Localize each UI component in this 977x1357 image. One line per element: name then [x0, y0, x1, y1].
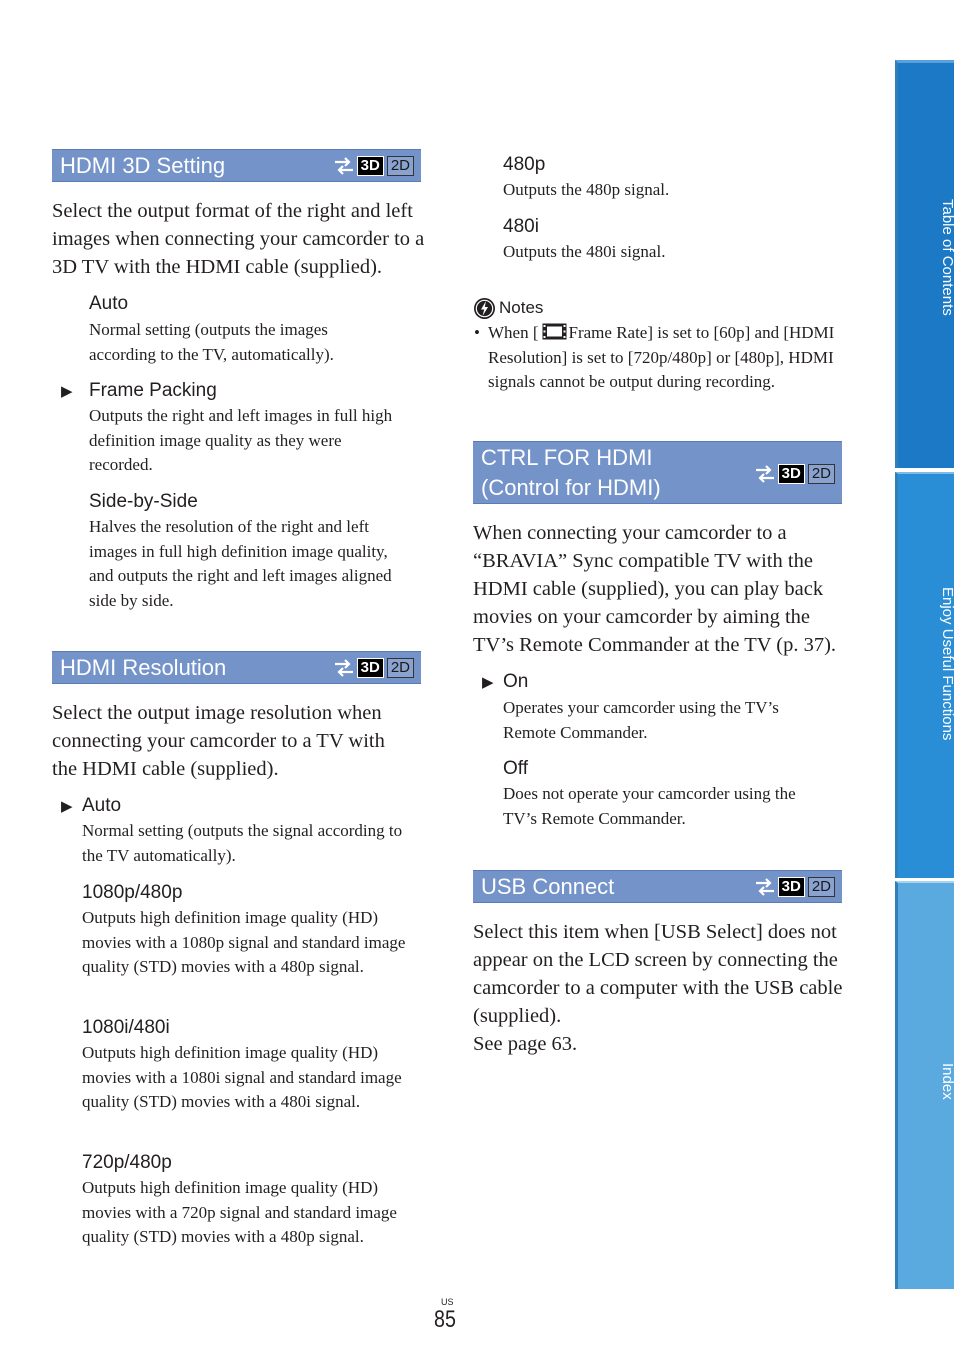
option-title: Auto — [89, 293, 129, 314]
mode-indicator — [755, 463, 835, 485]
section-title: HDMI Resolution — [60, 655, 227, 680]
film-frame-rate-icon — [542, 323, 567, 340]
swap-arrows-icon — [334, 657, 354, 679]
mode-indicator — [334, 155, 414, 177]
section-title: USB Connect — [481, 874, 615, 899]
default-marker-icon: ▶ — [61, 799, 73, 815]
section-title-line2: (Control for HDMI) — [481, 475, 661, 500]
section-intro: Select the output format of the right and left images when connecting your camcorder to a 3D TV with the HDMI cable (supplied). — [52, 200, 425, 278]
section-intro: Select this item when [USB Select] does not appear on the LCD screen by connecting the camcorder to a computer with the USB cable (supplied). — [473, 921, 843, 1027]
option-title: 1080i/480i — [82, 1017, 170, 1038]
option-desc: Outputs the right and left images in full high definition image quality as they were recorded. — [89, 406, 393, 474]
2d-badge: 2D — [808, 877, 835, 897]
option-desc: Does not operate your camcorder using the TV’s Remote Commander. — [503, 784, 796, 828]
3d-badge: 3D — [778, 464, 805, 484]
section-header-hdmi-3d-setting — [52, 149, 421, 182]
mode-indicator — [334, 657, 414, 679]
3d-badge: 3D — [357, 658, 384, 678]
section-header-hdmi-resolution — [52, 651, 421, 684]
3d-badge: 3D — [357, 156, 384, 176]
option-desc: Outputs high definition image quality (HD) movies with a 1080p signal and standard image quality (STD) movies with a 480p signal. — [82, 908, 406, 976]
notes-text — [488, 321, 840, 395]
page-region: US — [441, 1297, 454, 1307]
section-intro: When connecting your camcorder to a “BRAVIA” Sync compatible TV with the HDMI cable (supplied), you can play back movies on your camcorder by aiming the TV’s Remote Commander at the TV (p. 37). — [473, 522, 837, 656]
swap-arrows-icon — [334, 155, 354, 177]
see-page-reference: See page 63. — [473, 1033, 578, 1055]
notes-caution-icon — [473, 297, 496, 320]
notes-heading — [473, 296, 543, 320]
2d-badge: 2D — [387, 658, 414, 678]
section-title-line1: CTRL FOR HDMI — [481, 445, 653, 470]
side-tab-label: Table of Contents — [939, 199, 956, 316]
section-title: HDMI 3D Setting — [60, 153, 226, 178]
notes-bullet: • — [474, 323, 480, 342]
option-title: Auto — [82, 795, 122, 816]
swap-arrows-icon — [755, 876, 775, 898]
option-desc: Outputs high definition image quality (HD) movies with a 1080i signal and standard image quality (STD) movies with a 480i signal. — [82, 1043, 402, 1111]
side-tab-enjoy-useful-functions[interactable] — [895, 472, 954, 878]
option-desc: Operates your camcorder using the TV’s Remote Commander. — [503, 698, 779, 742]
notes-text-after: Frame Rate] is set to [60p] and [HDMI Resolution] is set to [720p/480p] or [480p], HDMI signals cannot be output during recording. — [488, 323, 835, 391]
side-tab-table-of-contents[interactable] — [895, 60, 954, 468]
option-title: 480i — [503, 216, 539, 237]
default-marker-icon: ▶ — [61, 384, 73, 400]
option-desc: Outputs the 480p signal. — [503, 180, 670, 199]
notes-title: Notes — [499, 298, 544, 317]
option-desc: Normal setting (outputs the images according to the TV, automatically). — [89, 320, 334, 364]
section-header-usb-connect — [473, 870, 842, 903]
option-title: On — [503, 671, 529, 692]
page-number: 85 — [434, 1306, 456, 1333]
3d-badge: 3D — [778, 877, 805, 897]
option-desc: Halves the resolution of the right and left images in full high definition image quality, and outputs the right and left images aligned side by side. — [89, 517, 392, 610]
side-tab-label: Index — [939, 1063, 956, 1100]
side-tab-index[interactable] — [895, 881, 954, 1289]
default-marker-icon: ▶ — [482, 675, 494, 691]
section-intro: Select the output image resolution when connecting your camcorder to a TV with the HDMI cable (supplied). — [52, 702, 385, 780]
notes-text-before: When [ — [488, 323, 539, 342]
option-desc: Normal setting (outputs the signal according to the TV automatically). — [82, 821, 403, 865]
option-title: Off — [503, 758, 528, 779]
mode-indicator — [755, 876, 835, 898]
option-title: Frame Packing — [89, 380, 217, 401]
swap-arrows-icon — [755, 463, 775, 485]
2d-badge: 2D — [808, 464, 835, 484]
option-title: Side-by-Side — [89, 491, 198, 512]
side-tab-label: Enjoy Useful Functions — [939, 587, 956, 741]
section-header-ctrl-for-hdmi — [473, 441, 842, 504]
option-title: 720p/480p — [82, 1152, 172, 1173]
option-desc: Outputs the 480i signal. — [503, 242, 666, 261]
2d-badge: 2D — [387, 156, 414, 176]
option-desc: Outputs high definition image quality (HD) movies with a 720p signal and standard image quality (STD) movies with a 480p signal. — [82, 1178, 397, 1246]
option-title: 1080p/480p — [82, 882, 183, 903]
option-title: 480p — [503, 154, 546, 175]
